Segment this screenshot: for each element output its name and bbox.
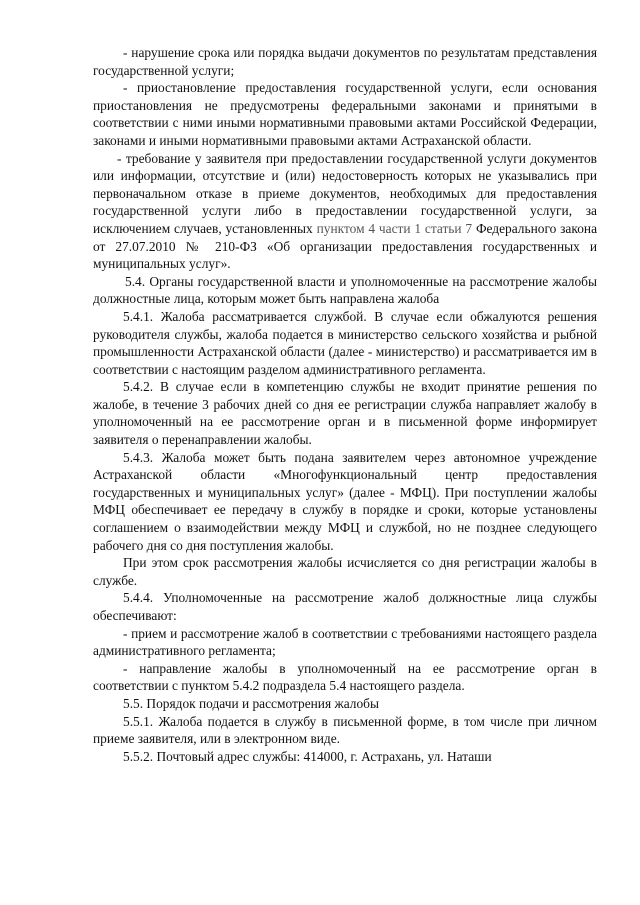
paragraph: 5.5.2. Почтовый адрес службы: 414000, г. Астрахань, ул. Наташи	[123, 748, 492, 764]
paragraph-text: Федерального закона от 27.07.2010 № 210-ФЗ «Об организации предоставления государственных и муниципальных услуг».	[93, 220, 598, 272]
section-heading: 5.4. Органы государственной власти и уполномоченные на рассмотрение жалобы должностные лица, которым может быть направлена жалоба	[93, 273, 597, 307]
paragraph: 5.4.2. В случае если в компетенцию службы не входит принятие решения по жалобе, в течение 3 рабочих дней со дня ее регистрации служба направляет жалобу в уполномоченный на ее рассмотрение орган и в письменной форме информирует заявителя о перенаправлении жалобы.	[93, 379, 597, 448]
paragraph	[93, 150, 597, 273]
section-heading: 5.5. Порядок подачи и рассмотрения жалобы	[123, 695, 379, 711]
legal-reference: пунктом 4 части 1 статьи 7	[316, 220, 473, 236]
paragraph: При этом срок рассмотрения жалобы исчисляется со дня регистрации жалобы в службе.	[93, 555, 597, 588]
paragraph: 5.5.1. Жалоба подается в службу в письменной форме, в том числе при личном приеме заявителя, или в электронном виде.	[93, 713, 597, 747]
paragraph: 5.4.1. Жалоба рассматривается службой. В случае если обжалуются решения руководителя службы, жалоба подается в министерство сельского хозяйства и рыбной промышленности Астраханской области (далее - министерство) и рассматривается им в соответствии с настоящим разделом административного регламента.	[93, 308, 597, 377]
paragraph: - приостановление предоставления государственной услуги, если основания приостановления не предусмотрены федеральными законами и принятыми в соответствии с ними иными нормативными правовыми актами Российской Федерации, законами и иными нормативными правовыми актами Астраханской области.	[93, 80, 597, 148]
paragraph: 5.4.3. Жалоба может быть подана заявителем через автономное учреждение Астраханской области «Многофункциональный центр предоставления государственных и муниципальных услуг» (далее - МФЦ). При поступлении жалобы МФЦ обеспечивает ее передачу в службу в порядке и сроки, которые установлены соглашением о взаимодействии между МФЦ и службой, но не позднее следующего рабочего дня со дня поступления жалобы.	[93, 449, 597, 553]
document-page	[93, 44, 597, 765]
paragraph: - направление жалобы в уполномоченный на ее рассмотрение орган в соответствии с пунктом 5.4.2 подраздела 5.4 настоящего раздела.	[93, 660, 597, 694]
paragraph-text: - требование у заявителя при предоставлении государственной услуги документов или информации, отсутствие и (или) недостоверность которых не указывались при первоначальном отказе в приеме документов, необходимых для предоставления государственной услуги либо в предоставлении государственной услуги, за исключением случаев, установленных	[93, 150, 597, 236]
paragraph: - нарушение срока или порядка выдачи документов по результатам представления государственной услуги;	[93, 45, 597, 78]
paragraph: - прием и рассмотрение жалоб в соответствии с требованиями настоящего раздела административного регламента;	[93, 625, 597, 659]
paragraph: 5.4.4. Уполномоченные на рассмотрение жалоб должностные лица службы обеспечивают:	[93, 590, 597, 623]
